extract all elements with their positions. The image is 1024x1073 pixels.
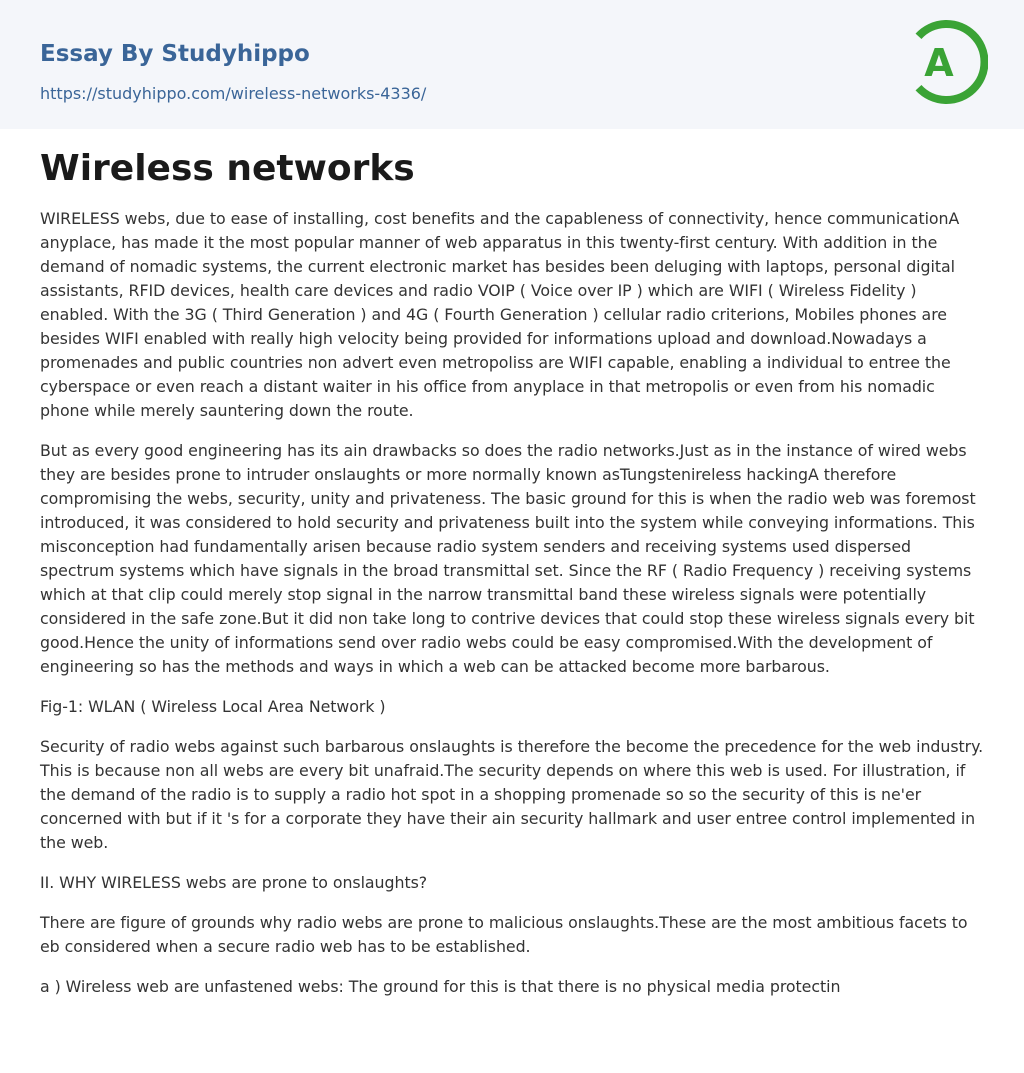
article-url-link[interactable]: https://studyhippo.com/wireless-networks-4336/ (40, 84, 427, 103)
figure-caption: Fig-1: WLAN ( Wireless Local Area Network ) (40, 697, 386, 716)
paragraph-intro: WIRELESS webs, due to ease of installing, cost benefits and the capableness of connectivity, hence communicationA anyplace, has made it the most popular manner of web apparatus in this twenty-first century. With addition in the demand of nomadic systems, the current electronic market has besides been deluging with laptops, personal digital assistants, RFID devices, health care devices and radio VOIP ( Voice over IP ) which are WIFI ( Wireless Fidelity ) enabled. With the 3G ( Third Generation ) and 4G ( Fourth Generation ) cellular radio criterions, Mobiles phones are besides WIFI enabled with really high velocity being provided for informations upload and download.Nowadays a promenades and public countries non advert even metropoliss are WIFI capable, enabling a individual to entree the cyberspace or even reach a distant waiter in his office from anyplace in that metropolis or even from his nomadic phone while merely sauntering down the route. (40, 209, 960, 420)
article-body (0, 148, 1024, 999)
paragraph-list-a: a ) Wireless web are unfastened webs: The ground for this is that there is no physical media protectin (40, 977, 841, 996)
paragraph-drawbacks: But as every good engineering has its ain drawbacks so does the radio networks.Just as in the instance of wired webs they are besides prone to intruder onslaughts or more normally known asTungstenireless hackingA therefore compromising the webs, security, unity and privateness. The basic ground for this is when the radio web was foremost introduced, it was considered to hold security and privateness built into the system while conveying informations. This misconception had fundamentally arisen because radio system senders and receiving systems used dispersed spectrum systems which have signals in the broad transmittal set. Since the RF ( Radio Frequency ) receiving systems which at that clip could merely stop signal in the narrow transmittal band these wireless signals were potentially considered in the safe zone.But it did non take long to contrive devices that could stop these wireless signals every bit good.Hence the unity of informations send over radio webs could be easy compromised.With the development of engineering so has the methods and ways in which a web can be attacked become more barbarous. (40, 441, 976, 676)
paragraph-security: Security of radio webs against such barbarous onslaughts is therefore the become the precedence for the web industry. This is because non all webs are every bit unafraid.The security depends on where this web is used. For illustration, if the demand of the radio is to supply a radio hot spot in a shopping promenade so so the security of this is ne'er concerned with but if it 's for a corporate they have their ain security hallmark and user entree control implemented in the web. (40, 737, 984, 852)
article-title: Wireless networks (40, 148, 415, 189)
logo-letter: A (924, 41, 954, 85)
brand-title[interactable]: Essay By Studyhippo (40, 41, 310, 67)
studyhippo-logo-icon[interactable] (912, 18, 988, 106)
section-heading-why: II. WHY WIRELESS webs are prone to onslaughts? (40, 873, 428, 892)
paragraph-grounds: There are figure of grounds why radio webs are prone to malicious onslaughts.These are the most ambitious facets to eb considered when a secure radio web has to be established. (40, 913, 968, 956)
site-header (0, 0, 1024, 129)
